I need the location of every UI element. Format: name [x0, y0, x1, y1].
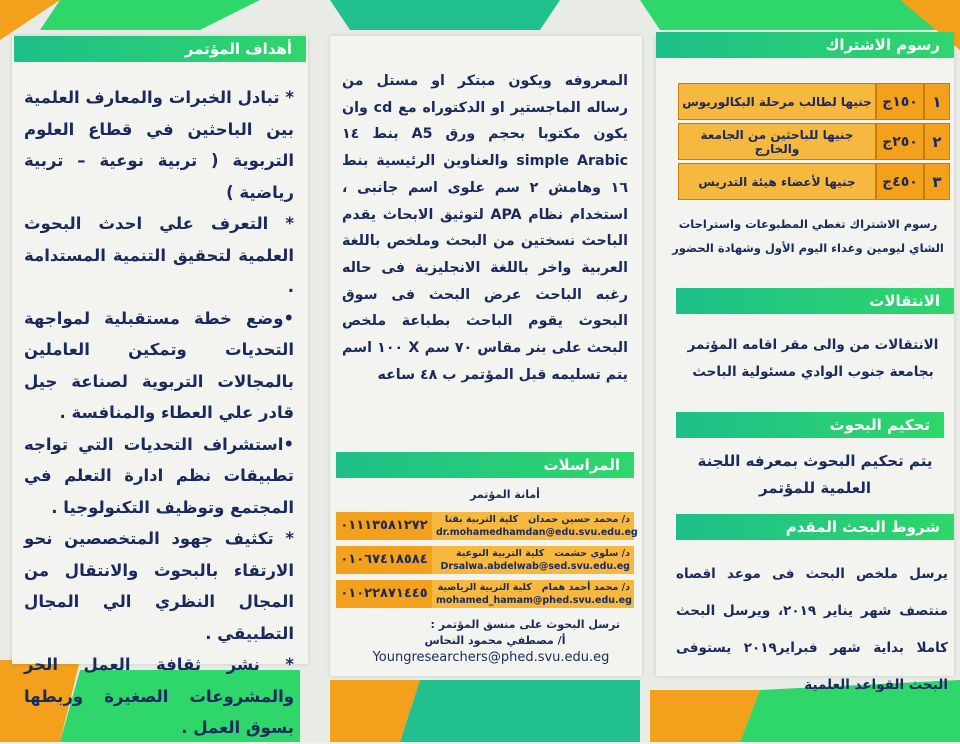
contact-name-faculty: د/ محمد حسين حمدان كلية التربية بقنا [444, 514, 630, 525]
fee-desc: جنيها للباحثين من الجامعة والخارج [678, 123, 876, 160]
coordinator-name: أ/ مصطفي محمود النحاس [424, 634, 566, 647]
fees-table [678, 80, 950, 203]
review-text: يتم تحكيم البحوث بمعرفه اللجنة العلمية للمؤتمر [697, 452, 933, 497]
fee-desc: جنيها لطالب مرحلة البكالوريوس [678, 83, 876, 120]
fee-desc: جنيها لأعضاء هيئة التدريس [678, 163, 876, 200]
transport-header: الانتقالات [676, 288, 954, 314]
fee-num: ١ [924, 83, 950, 120]
secretariat-label: أمانة المؤتمر [470, 488, 540, 501]
fee-row [678, 83, 950, 120]
contact-card [432, 580, 634, 608]
fees-note: رسوم الاشتراك تغطي المطبوعات واستراحات الشاي ليومين وغداء اليوم الأول وشهادة الحضور [672, 217, 944, 255]
contact-email[interactable]: dr.mohamedhamdan@edu.svu.edu.eg [436, 527, 638, 538]
contact-name-faculty: د/ سلوي حشمت كلية التربية النوعية [456, 548, 630, 559]
goals-list [24, 82, 294, 744]
contact-name-faculty: د/ محمد أحمد همام كلية التربية الرياضية [437, 582, 630, 593]
fee-amount: ١٥٠ج [876, 83, 924, 120]
goal-item: •استشراف التحديات التي تواجه تطبيقات نظم ادارة التعلم في المجتمع وتوظيف التكنولوجيا . [24, 434, 294, 517]
fee-amount: ٢٥٠ج [876, 123, 924, 160]
goal-item: * نشر ثقافة العمل الحر والمشروعات الصغيرة وربطها بسوق العمل . [24, 655, 294, 737]
correspondence-header: المراسلات [336, 452, 634, 478]
contact-email[interactable]: mohamed_hamam@phed.svu.edu.eg [436, 595, 632, 606]
transport-text: الانتقالات من والى مقر اقامه المؤتمر بجامعة جنوب الوادي مسئولية الباحث [687, 337, 939, 380]
fee-num: ٢ [924, 123, 950, 160]
paper-conditions-text: المعروفه ويكون مبتكر او مستل من رساله الماجستير او الدكتوراه مع cd وان يكون مكتوبا بحجم ورق A5 بنط ١٤ simple Arabic والعناوين الرئيسية بنط ١٦ وهامش ٢ سم علوى اسم جانبى ، استخدام نظام APA لتوثيق الابحاث يقدم الباحث نسختين من البحث وملخص باللغة العربية واخر باللغة الانجليزية فى حاله رغبه الباحث عرض البحث فى سوق البحوث يقوم الباحث بطباعة ملخص البحث على بنر مقاس ٧٠ سم X ١٠٠ اسم يتم تسليمه قبل المؤتمر ب ٤٨ ساعه [342, 73, 628, 383]
contact-card [432, 546, 634, 574]
contact-phone: ٠١٠٢٢٨٧١٤٤٥ [336, 580, 432, 608]
goal-item: * التعرف علي احدث البحوث العلمية لتحقيق التنمية المستدامة . [24, 214, 294, 296]
goals-header: أهداف المؤتمر [14, 36, 306, 62]
fee-num: ٣ [924, 163, 950, 200]
contact-email[interactable]: Drsalwa.abdelwab@sed.svu.edu.eg [440, 561, 630, 572]
submission-header: شروط البحث المقدم [676, 514, 954, 540]
contact-phone: ٠١١١٣٥٨١٢٧٢ [336, 512, 432, 540]
submission-text: يرسل ملخص البحث فى موعد اقصاه منتصف شهر يناير ٢٠١٩، ويرسل البحث كاملا بداية شهر فبراير٢٠١٩ يستوفى البحث القواعد العلمية [676, 566, 948, 693]
send-note: ترسل البحوث على منسق المؤتمر : [430, 618, 620, 631]
goal-item: * تكثيف جهود المتخصصين نحو الارتقاء بالبحوث والانتقال من المجال النظري الي المجال التطبيقي . [24, 529, 294, 643]
coordinator-email[interactable]: Youngresearchers@phed.svu.edu.eg [372, 650, 610, 665]
fee-amount: ٤٥٠ج [876, 163, 924, 200]
fee-row [678, 123, 950, 160]
contact-phone: ٠١٠٦٧٤١٨٥٨٤ [336, 546, 432, 574]
goal-item: •وضع خطة مستقبلية لمواجهة التحديات وتمكين العاملين بالمجالات التربوية لصناعة جيل قادر علي العطاء والمنافسة . [24, 308, 294, 422]
review-header: تحكيم البحوث [676, 412, 944, 438]
fee-row [678, 163, 950, 200]
goal-item: * تبادل الخبرات والمعارف العلمية بين الباحثين في قطاع العلوم التربوية ( تربية نوعية – تربية رياضية ) [24, 88, 294, 202]
contact-card [432, 512, 638, 540]
fees-header: رسوم الاشتراك [656, 32, 954, 58]
